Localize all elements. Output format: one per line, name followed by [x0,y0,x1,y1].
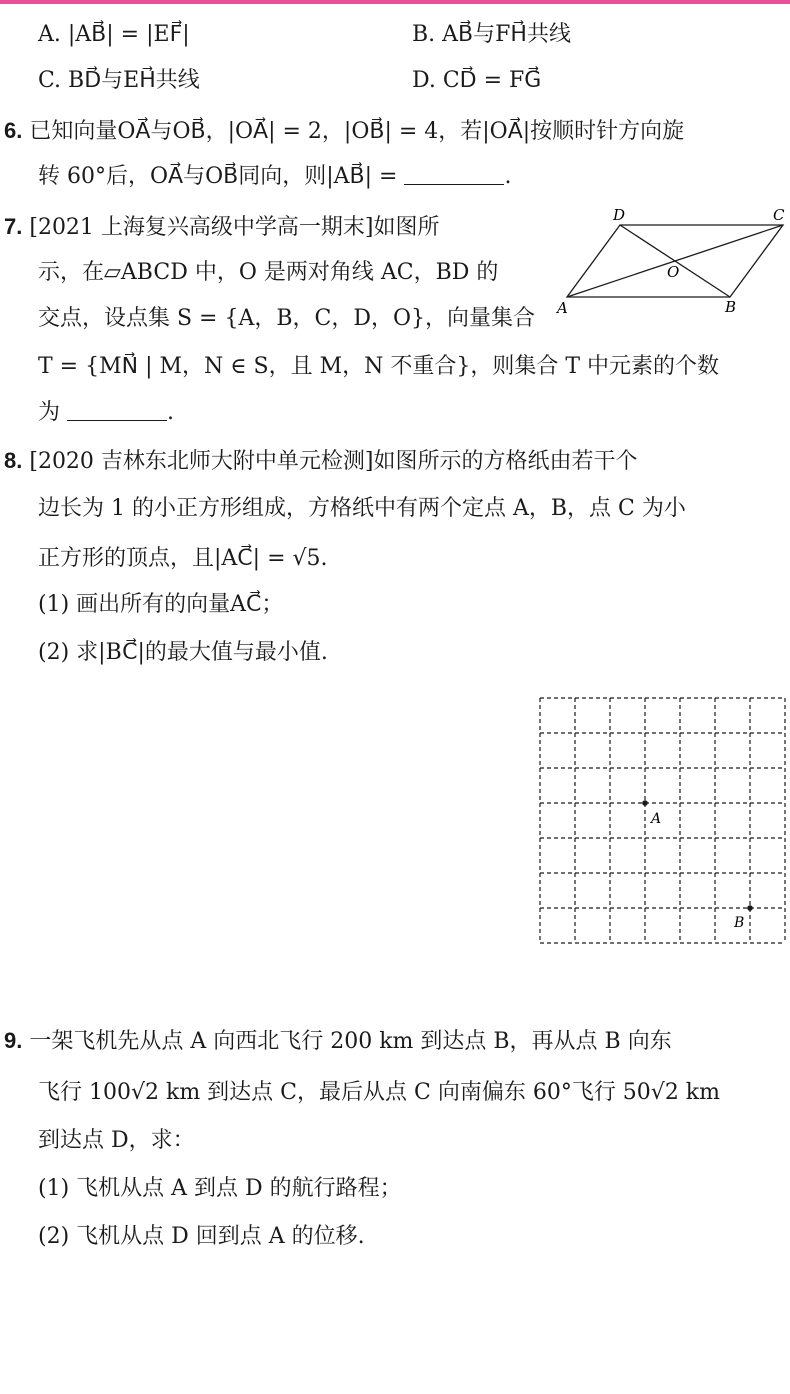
q8-line-2: 边长为 1 的小正方形组成，方格纸中有两个定点 A，B，点 C 为小 [38,496,686,521]
q6-line-1: 已知向量OA⃗与OB⃗，|OA⃗| = 2，|OB⃗| = 4，若|OA⃗|按顺时针方向旋 [29,119,685,144]
q9-line-3: 到达点 D，求： [38,1128,195,1153]
label-d: D [613,206,626,224]
q7-line-2: 示，在▱ABCD 中，O 是两对角线 AC，BD 的 [38,260,499,285]
q7-end: . [167,400,175,425]
q7-line-1: [2021 上海复兴高级中学高一期末]如图所 [29,215,440,240]
q5-option-a: A. |AB⃗| = |EF⃗| [38,22,190,47]
grid-figure [535,695,790,950]
q8-sub-1: (1) 画出所有的向量AC⃗； [38,592,284,617]
q8-number: 8. [4,448,23,473]
q6-line-2-row [38,162,511,192]
label-a: A [557,299,568,317]
label-c: C [773,206,785,224]
label-o: O [667,263,680,281]
q8-line-1: [2020 吉林东北师大附中单元检测]如图所示的方格纸由若干个 [29,449,638,474]
grid-label-a: A [651,811,662,827]
q6-end: . [504,164,512,189]
q7-line-4: T = {MN⃗ | M，N ∈ S，且 M，N 不重合}，则集合 T 中元素的个数 [38,354,720,379]
q7-answer-blank[interactable] [67,400,167,421]
q5-option-d: D. CD⃗ = FG⃗ [412,68,542,93]
q7-number: 7. [4,214,23,239]
q5-option-b: B. AB⃗与FH⃗共线 [412,22,571,47]
q9-line-2: 飞行 100√2 km 到达点 C，最后从点 C 向南偏东 60°飞行 50√2 km [38,1080,721,1105]
question-7 [4,212,440,243]
q9-sub-2: (2) 飞机从点 D 回到点 A 的位移. [38,1224,365,1249]
q9-line-1: 一架飞机先从点 A 向西北飞行 200 km 到达点 B，再从点 B 向东 [29,1029,672,1054]
q8-sub-2: (2) 求|BC⃗|的最大值与最小值. [38,640,328,665]
q9-sub-1: (1) 飞机从点 A 到点 D 的航行路程； [38,1176,402,1201]
question-8 [4,446,638,477]
q8-line-3: 正方形的顶点，且|AC⃗| = √5. [38,546,328,571]
parallelogram-figure [555,205,790,320]
question-9 [4,1026,672,1057]
q7-line-5-row [38,398,174,428]
q7-line-5: 为 [38,400,61,425]
q9-number: 9. [4,1028,23,1053]
question-6 [4,116,684,147]
q6-number: 6. [4,118,23,143]
label-b: B [725,298,737,316]
point-a [642,800,648,806]
top-accent-bar [0,0,790,4]
q6-answer-blank[interactable] [404,164,504,185]
q6-line-2: 转 60°后，OA⃗与OB⃗同向，则|AB⃗| = [38,164,398,189]
q5-option-c: C. BD⃗与EH⃗共线 [38,68,200,93]
q7-line-3: 交点，设点集 S = {A，B，C，D，O}，向量集合 [38,306,536,331]
point-b [747,905,753,911]
grid-label-b: B [734,915,745,931]
diagonal-bd [620,225,730,297]
